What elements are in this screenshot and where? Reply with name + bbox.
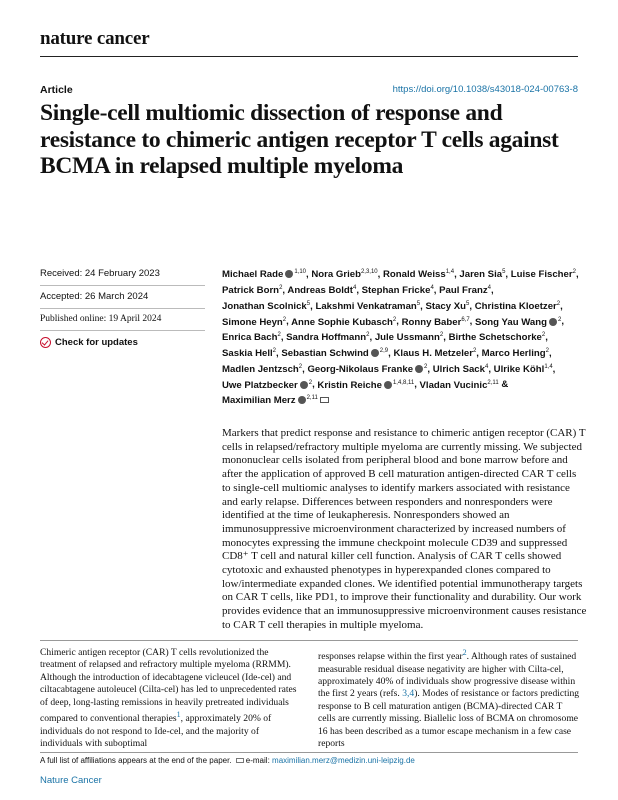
check-updates-label: Check for updates: [55, 337, 138, 348]
affiliation-marker: 5: [466, 300, 470, 307]
author-name-text: Marco Herling: [481, 348, 546, 360]
affiliation-marker: 2: [556, 300, 561, 307]
author-name[interactable]: [420, 380, 499, 391]
journal-name: nature cancer: [40, 28, 150, 49]
author-name[interactable]: [425, 301, 469, 312]
author-name-text: Song Yau Wang: [475, 316, 547, 328]
author-name[interactable]: [475, 301, 560, 312]
author-name-text: Jule Ussmann: [374, 332, 440, 344]
affiliation-marker: 2: [277, 332, 281, 339]
affiliation-marker: 2: [392, 316, 397, 323]
email-label: e-mail:: [245, 756, 270, 765]
affiliation-marker: 2: [279, 284, 283, 291]
body-text: Chimeric antigen receptor (CAR) T cells revolutionized the treatment of relapsed and refractory multiple myeloma (RRMM). Although the introduction of idecabtagene vicleucel (Ide-cel) and ciltacabtagene autoleucel (Cilta-cel) has led to unprecedented rates of deep, long-lasting remissions in heavily pretreated individuals compared to conventional therapies: [40, 647, 297, 725]
affiliation-marker: 2: [424, 363, 428, 370]
affiliation-marker: 2,11: [487, 379, 499, 386]
body-text: . Although rates of sustained measurable residual disease negativity are higher with Cilta-cel, approximately 40% of individuals show progressive disease within the first 2 years (refs.: [318, 651, 577, 700]
article-type: Article: [40, 84, 73, 96]
author-name-text: Lakshmi Venkatraman: [315, 300, 417, 312]
author-name[interactable]: [375, 332, 443, 343]
author-name[interactable]: [307, 364, 427, 375]
author-name-text: Luise Fischer: [510, 269, 573, 281]
author-name-text: Andreas Boldt: [287, 284, 353, 296]
author-name[interactable]: [222, 301, 310, 312]
affiliation-marker: 2: [541, 332, 546, 339]
affiliation-marker: 2: [439, 332, 444, 339]
author-name-text: Christina Kloetzer: [474, 300, 557, 312]
body-text: responses relapse within the first year: [318, 651, 463, 663]
affiliation-marker: 2: [472, 347, 477, 354]
author-name-text: Sandra Hoffmann: [286, 332, 367, 344]
author-name[interactable]: [287, 285, 356, 296]
received-date: Received: 24 February 2023: [40, 268, 205, 286]
email-icon[interactable]: [320, 397, 329, 403]
author-name-text: Klaus H. Metzeler: [393, 348, 473, 360]
footnote: [40, 756, 415, 765]
author-name[interactable]: [291, 317, 396, 328]
author-name-text: Georg-Nikolaus Franke: [307, 363, 414, 375]
author-name[interactable]: [222, 380, 312, 391]
affiliation-marker: 5: [416, 300, 421, 307]
author-name-text: Vladan Vucinic: [419, 379, 488, 391]
orcid-icon[interactable]: [298, 396, 306, 404]
published-date: Published online: 19 April 2024: [40, 314, 205, 331]
orcid-icon[interactable]: [549, 318, 557, 326]
orcid-icon[interactable]: [300, 381, 308, 389]
author-name[interactable]: [286, 332, 369, 343]
author-name-text: Birthe Schetschorke: [448, 332, 542, 344]
affiliation-marker: 1,4: [544, 363, 553, 370]
author-name[interactable]: [222, 364, 302, 375]
affiliation-marker: 5: [306, 300, 311, 307]
author-name[interactable]: [433, 364, 489, 375]
body-column-right: [318, 647, 580, 750]
author-name[interactable]: [362, 285, 434, 296]
orcid-icon[interactable]: [285, 270, 293, 278]
check-for-updates-button[interactable]: [40, 336, 205, 348]
author-name[interactable]: [222, 395, 329, 406]
body-text: ). Modes of resistance or factors predicting response to B cell maturation antigen (BCMA)-directed CAR T cells are currently missing. Biallelic loss of BCMA on chromosome 16 has been described as a tumor escape mechanism in a few case reports: [318, 688, 580, 750]
affiliation-marker: 4: [487, 284, 491, 291]
author-name[interactable]: [281, 348, 388, 359]
author-name-text: Uwe Platzbecker: [222, 379, 298, 391]
author-list: Michael Rade $^{1,10}$, Nora Grieb$^{2,3,10}$, Ronald Weiss$^{1,4}$, Jaren Sia$^5$, Luise Fischer$^2$, Patrick Born$^2$, Andreas Boldt$^4$, Stephan Fricke$^4$, Paul Franz$^4$, Jonathan Scolnick$^5$, Lakshmi Venkatraman$^5$, Stacy Xu$^5$, Christina Kloetzer$^2$, Simone Heyn$^2$, Anne Sophie Kubasch$^2$, Ronny Baber$^{6,7}$, Song Yau Wang $^2$, Enrica Bach$^2$, Sandra Hoffmann$^2$, Jule Ussmann$^2$, Birthe Schetschorke$^2$, Saskia Hell$^2$, Sebastian Schwind $^{2,9}$, Klaus H. Metzeler$^2$, Marco Herling$^2$, Madlen Jentzsch$^2$, Georg-Nikolaus Franke $^2$, Ulrich Sack$^4$, Ulrike Köhl$^{1,4}$, Uwe Platzbecker $^2$, Kristin Reiche $^{1,4,8,11}$, Vladan Vucinic$^{2,11}$ & Maximilian Merz $^{2,11}$: [222, 269, 579, 407]
author-name-text: Ulrike Köhl: [493, 363, 545, 375]
reference-link[interactable]: 2: [462, 648, 467, 657]
abstract-divider: [40, 640, 578, 641]
affiliation-marker: 4: [430, 284, 434, 291]
author-name-text: Saskia Hell: [222, 348, 273, 360]
article-dates: [40, 268, 205, 348]
orcid-icon[interactable]: [371, 349, 379, 357]
author-name-text: Madlen Jentzsch: [222, 363, 299, 375]
author-name[interactable]: [222, 269, 306, 280]
affiliation-marker: 2,11: [306, 395, 318, 402]
email-icon: [236, 758, 244, 763]
author-name[interactable]: [222, 348, 276, 359]
author-name[interactable]: [475, 317, 561, 328]
footer-journal: Nature Cancer: [40, 775, 102, 786]
author-name[interactable]: [482, 348, 549, 359]
article-title: Single-cell multiomic dissection of response and resistance to chimeric antigen receptor T cells against BCMA in relapsed multiple myeloma: [40, 100, 559, 179]
reference-link[interactable]: 3,4: [402, 688, 415, 700]
affiliation-marker: 5: [502, 269, 506, 275]
affiliation-marker: 2: [557, 316, 562, 323]
author-name-text: Enrica Bach: [222, 332, 278, 344]
author-name-text: Ronny Baber: [401, 316, 462, 328]
author-name-text: Michael Rade: [222, 269, 284, 281]
author-name[interactable]: [494, 364, 553, 375]
author-name-text: Kristin Reiche: [317, 379, 382, 391]
header-divider: [40, 56, 578, 57]
author-name-text: Nora Grieb: [311, 269, 361, 281]
author-name-text: Ronald Weiss: [382, 269, 446, 281]
author-name-text: Simone Heyn: [222, 316, 283, 328]
author-name-text: Sebastian Schwind: [281, 348, 369, 360]
author-name-text: Ulrich Sack: [432, 363, 485, 375]
abstract: Markers that predict response and resistance to chimeric antigen receptor (CAR) T cells in relapsed/refractory multiple myeloma are currently missing. We subjected mononuclear cells isolated from peripheral blood and bone marrow before and after the application of approved B cell maturation antigen-directed CAR T cells to single-cell multiomic analyses to identify markers associated with resistance and early relapse. Differences between responders and nonresponders were identified at the time of leukapheresis. Nonresponders showed an immunosuppressive microenvironment characterized by increased numbers of monocytes expressing the immune checkpoint molecule CD39 and suppressed CD8⁺ T cell and natural killer cell function. Analysis of CAR T cells showed cytotoxic and exhausted phenotypes in hyperexpanded clones compared to low/intermediate expanded clones. We identified potential immunotherapy targets on CAR T cells, like PD1, to improve their functionality and durability. Our work provides evidence that an immunosuppressive microenvironment causes resistance to CAR T cell therapies in multiple myeloma.: [222, 427, 587, 631]
author-name[interactable]: [222, 317, 286, 328]
author-name[interactable]: [459, 269, 505, 280]
affiliation-marker: 4: [484, 363, 489, 370]
affiliation-note: A full list of affiliations appears at the end of the paper.: [40, 756, 232, 765]
author-name-text: Patrick Born: [222, 284, 280, 296]
author-name-text: Stephan Fricke: [361, 284, 431, 296]
check-updates-icon: [40, 337, 51, 348]
affiliation-marker: 4: [352, 284, 357, 291]
affiliation-marker: 1,10: [294, 269, 307, 275]
author-name-text: Anne Sophie Kubasch: [291, 316, 393, 328]
affiliation-marker: 2: [572, 269, 576, 275]
body-column-left: [40, 647, 302, 750]
author-name[interactable]: [393, 348, 476, 359]
corresponding-email-link[interactable]: maximilian.merz@medizin.uni-leipzig.de: [272, 756, 415, 765]
author-name[interactable]: [402, 317, 470, 328]
author-name[interactable]: [315, 301, 420, 312]
affiliation-marker: 2: [298, 363, 303, 370]
author-name[interactable]: [511, 269, 576, 280]
footnote-divider: [40, 752, 578, 753]
affiliation-marker: 2,3,10: [360, 269, 378, 275]
author-name[interactable]: [222, 332, 281, 343]
author-name[interactable]: [222, 285, 282, 296]
affiliation-marker: 2: [308, 379, 313, 386]
affiliation-marker: 1,4: [445, 269, 455, 275]
doi-link[interactable]: https://doi.org/10.1038/s43018-024-00763-8: [392, 84, 578, 95]
affiliation-marker: 6,7: [461, 316, 470, 323]
affiliation-marker: 2: [545, 347, 549, 354]
accepted-date: Accepted: 26 March 2024: [40, 291, 205, 309]
author-name[interactable]: [317, 380, 414, 391]
author-name-text: Stacy Xu: [425, 300, 466, 312]
affiliation-marker: 2,9: [379, 347, 389, 354]
affiliation-marker: 2: [366, 332, 370, 339]
body-text: , approximately 20% of individuals do not respond to Ide-cel, and the majority of individuals with suboptimal: [40, 713, 272, 750]
author-name[interactable]: [439, 285, 491, 296]
author-name-text: Paul Franz: [439, 284, 488, 296]
orcid-icon[interactable]: [415, 365, 423, 373]
author-name-text: Jonathan Scolnick: [222, 300, 307, 312]
affiliation-marker: 1,4,8,11: [392, 379, 415, 386]
author-name[interactable]: [311, 269, 377, 280]
orcid-icon[interactable]: [384, 381, 392, 389]
affiliation-marker: 2: [282, 316, 287, 323]
author-name[interactable]: [449, 332, 546, 343]
author-name-text: Maximilian Merz: [222, 395, 296, 407]
affiliation-marker: 2: [272, 347, 277, 354]
author-name[interactable]: [383, 269, 454, 280]
reference-link[interactable]: 1: [176, 710, 181, 720]
author-name-text: Jaren Sia: [459, 269, 503, 281]
